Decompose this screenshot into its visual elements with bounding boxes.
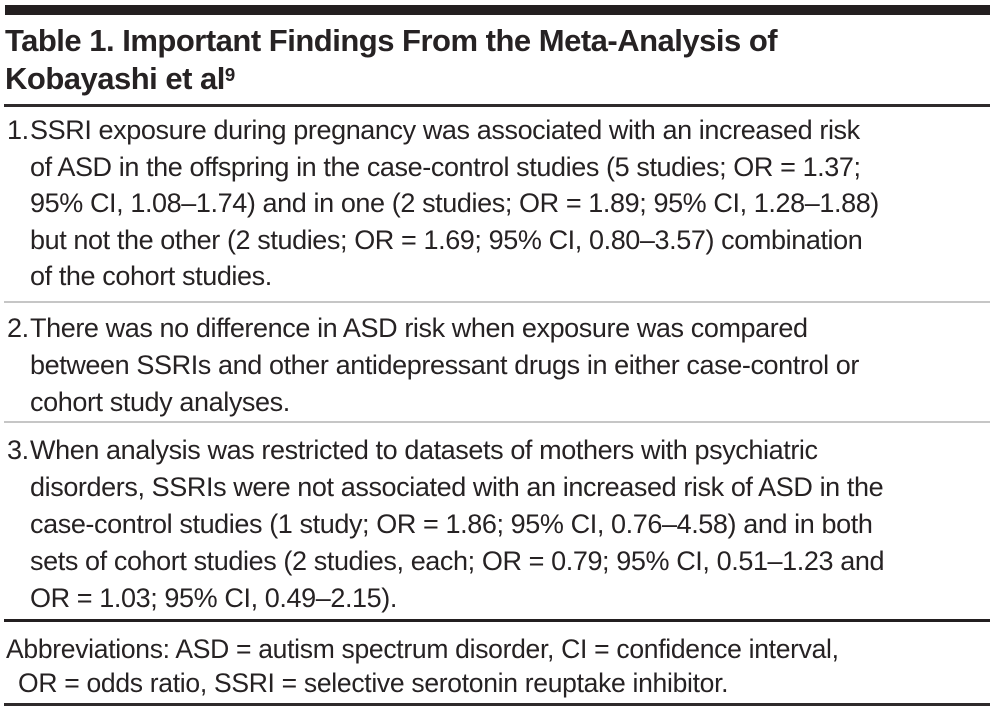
table-title <box>5 22 777 102</box>
finding-2-line: cohort study analyses. <box>30 387 290 417</box>
finding-item-3 <box>7 432 992 617</box>
finding-item-1 <box>7 112 992 295</box>
row-separator-1 <box>4 301 990 303</box>
finding-3-line: disorders, SSRIs were not associated with an increased risk of ASD in the <box>30 472 884 502</box>
finding-2-line: between SSRIs and other antidepressant drugs in either case-control or <box>30 350 859 380</box>
footnote-rule <box>4 619 990 622</box>
table-title-line-2-text: Kobayashi et al <box>5 61 225 96</box>
table-top-bar <box>5 5 990 15</box>
finding-2-number: 2. <box>7 313 29 343</box>
finding-3-line: sets of cohort studies (2 studies, each; OR = 0.79; 95% CI, 0.51–1.23 and <box>30 546 885 576</box>
finding-1-line: of ASD in the offspring in the case-control studies (5 studies; OR = 1.37; <box>30 151 861 182</box>
finding-1-line: 95% CI, 1.08–1.74) and in one (2 studies; OR = 1.89; 95% CI, 1.28–1.88) <box>30 188 879 218</box>
finding-1-line: of the cohort studies. <box>30 261 272 291</box>
table-title-line-1: Table 1. Important Findings From the Meta-Analysis of <box>5 23 778 58</box>
row-separator-2 <box>4 421 990 423</box>
finding-3-text <box>30 432 992 617</box>
reference-superscript: 9 <box>224 63 235 85</box>
finding-3-line: When analysis was restricted to datasets of mothers with psychiatric <box>30 435 818 465</box>
finding-1-number: 1. <box>7 115 29 145</box>
finding-3-number: 3. <box>7 435 29 465</box>
title-rule <box>4 104 990 107</box>
abbreviations-footnote <box>6 632 992 700</box>
finding-3-line: OR = 1.03; 95% CI, 0.49–2.15). <box>30 583 397 613</box>
finding-item-2 <box>7 310 992 421</box>
table-bottom-rule <box>4 703 990 706</box>
finding-2-text <box>30 310 992 421</box>
footnote-line-2: OR = odds ratio, SSRI = selective serotonin reuptake inhibitor. <box>18 668 729 698</box>
footnote-line-1: Abbreviations: ASD = autism spectrum disorder, CI = confidence interval, <box>6 634 839 664</box>
finding-2-line: There was no difference in ASD risk when exposure was compared <box>30 313 808 343</box>
finding-1-line: but not the other (2 studies; OR = 1.69; 95% CI, 0.80–3.57) combination <box>30 224 863 255</box>
finding-3-line: case-control studies (1 study; OR = 1.86; 95% CI, 0.76–4.58) and in both <box>30 509 873 539</box>
finding-1-line: SSRI exposure during pregnancy was associated with an increased risk <box>30 115 860 145</box>
table-title-line-2 <box>5 60 777 102</box>
finding-1-text <box>30 112 992 295</box>
